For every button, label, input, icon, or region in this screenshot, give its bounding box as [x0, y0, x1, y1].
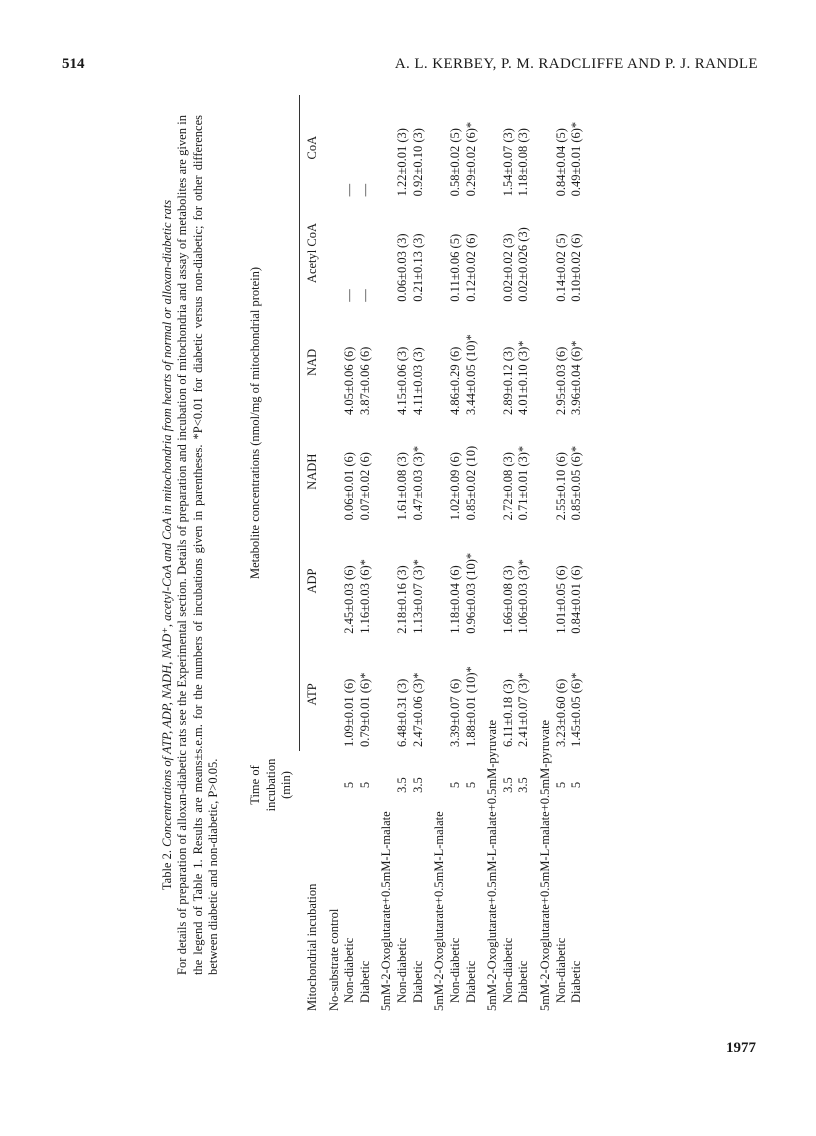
- page-number: 514: [62, 56, 85, 72]
- table-cell: 3.23±0.60 (6): [553, 678, 568, 747]
- row-label: Diabetic: [357, 960, 372, 1003]
- footer-number: 1977: [726, 1040, 756, 1056]
- table-cell: 3.96±0.04 (6)*: [569, 340, 584, 416]
- row-time: 5: [342, 781, 357, 789]
- group-label: 5mM-2-Oxoglutarate+0.5mM-L-malate: [432, 811, 447, 1011]
- table-cell: 0.92±0.10 (3): [410, 128, 425, 197]
- table-row: [342, 95, 358, 1015]
- table-group-row: [321, 95, 343, 1015]
- row-time: 3.5: [516, 777, 531, 793]
- metabolite-table: [248, 95, 585, 1015]
- table-cell: 0.84±0.04 (5): [553, 128, 568, 197]
- row-label: Non-diabetic: [395, 937, 409, 1003]
- table-cell: 0.07±0.02 (6): [357, 452, 372, 521]
- header-coa: CoA: [304, 135, 319, 160]
- table-cell: 3.87±0.06 (6): [357, 346, 372, 416]
- table-row: [464, 95, 480, 1015]
- table-cell: 0.58±0.02 (5): [447, 128, 462, 197]
- table-group-row: [373, 95, 395, 1015]
- table-cell: 4.01±0.10 (3)*: [516, 340, 531, 416]
- table-cell: 0.49±0.01 (6)*: [569, 121, 584, 197]
- table-cell: 0.85±0.05 (6)*: [569, 445, 584, 521]
- row-time: 5: [463, 781, 478, 789]
- table-cell: 4.15±0.06 (3): [395, 346, 409, 416]
- group-label: 5mM-2-Oxoglutarate+0.5mM-L-malate: [379, 811, 394, 1011]
- table-cell: 0.11±0.06 (5): [447, 233, 462, 302]
- table-cell: 0.12±0.02 (6): [463, 233, 478, 302]
- row-label: Diabetic: [569, 960, 584, 1003]
- table-cell: 4.86±0.29 (6): [447, 346, 462, 416]
- row-time: 5: [553, 781, 568, 789]
- table-cell: 3.39±0.07 (6): [447, 678, 462, 747]
- table-cell: 1.61±0.08 (3): [395, 452, 409, 521]
- table-cell: 0.06±0.03 (3): [395, 233, 409, 302]
- table-cell: 0.79±0.01 (6)*: [357, 672, 372, 747]
- row-time: 3.5: [500, 777, 515, 793]
- row-label: Non-diabetic: [447, 937, 462, 1003]
- header-nadh: NADH: [304, 453, 319, 490]
- table-row: [554, 95, 570, 1015]
- row-time: 3.5: [395, 777, 409, 793]
- table-cell: 2.55±0.10 (6): [553, 452, 568, 521]
- table-group-row: [532, 95, 554, 1015]
- table-cell: 0.85±0.02 (10): [463, 445, 478, 521]
- table-cell: 2.95±0.03 (6): [553, 346, 568, 416]
- table-cell: 2.18±0.16 (3): [395, 565, 409, 634]
- header-incubation: [248, 819, 295, 1015]
- row-time: 3.5: [410, 777, 425, 793]
- header-brace-rule: [299, 95, 300, 751]
- table-cell: 0.06±0.01 (6): [342, 452, 357, 521]
- table-cell: 6.11±0.18 (3): [500, 679, 515, 747]
- table-body: [321, 95, 585, 1015]
- table-cell: 1.66±0.08 (3): [500, 565, 515, 634]
- group-label: 5mM-2-Oxoglutarate+0.5mM-L-malate+0.5mM-pyruvate: [485, 719, 500, 1011]
- table-cell: 1.13±0.07 (3)*: [410, 559, 425, 634]
- table-cell: —: [342, 289, 357, 302]
- table-cell: 1.02±0.09 (6): [447, 452, 462, 521]
- table-cell: 2.47±0.06 (3)*: [410, 672, 425, 747]
- table-row: [448, 95, 464, 1015]
- row-time: 5: [357, 781, 372, 789]
- table-cell: 1.88±0.01 (10)*: [463, 666, 478, 747]
- table-row: [516, 95, 532, 1015]
- table-cell: —: [342, 183, 357, 197]
- table-cell: —: [357, 183, 372, 197]
- rotated-table-region: [160, 95, 760, 1015]
- header-nad: NAD: [304, 348, 319, 376]
- table-cell: 0.29±0.02 (6)*: [463, 121, 478, 197]
- header-atp: ATP: [304, 683, 319, 706]
- table-cell: 1.18±0.08 (3): [516, 128, 531, 197]
- table-cell: 1.45±0.05 (6)*: [569, 672, 584, 747]
- row-label: Non-diabetic: [500, 937, 515, 1003]
- table-cell: 0.96±0.03 (10)*: [463, 552, 478, 634]
- table-row: [411, 95, 427, 1015]
- table-cell: 4.11±0.03 (3): [410, 347, 425, 416]
- header-group: Metabolite concentrations (nmol/mg of mitochondrial protein): [248, 266, 262, 580]
- table-cell: 2.89±0.12 (3): [500, 346, 515, 416]
- row-time: 5: [569, 781, 584, 789]
- table-cell: 1.09±0.01 (6): [342, 678, 357, 747]
- table-cell: 1.18±0.04 (6): [447, 565, 462, 634]
- table-cell: 0.71±0.01 (3)*: [516, 445, 531, 521]
- table-cell: 6.48±0.31 (3): [395, 678, 409, 747]
- table-cell: 2.41±0.07 (3)*: [516, 672, 531, 747]
- header-adp: ADP: [304, 568, 319, 594]
- table-cell: 3.44±0.05 (10)*: [463, 334, 478, 416]
- table-block: [160, 95, 760, 1015]
- table-row: [501, 95, 517, 1015]
- table-cell: 1.54±0.07 (3): [500, 128, 515, 197]
- table-row: [358, 95, 374, 1015]
- table-cell: 0.02±0.02 (3): [500, 233, 515, 302]
- table-cell: 1.01±0.05 (6): [553, 565, 568, 634]
- table-cell: 2.45±0.03 (6): [342, 565, 357, 634]
- table-group-row: [479, 95, 501, 1015]
- caption-label: Table 2.: [160, 850, 174, 891]
- table-row: [395, 95, 411, 1015]
- row-label: Diabetic: [463, 960, 478, 1003]
- table-cell: 1.22±0.01 (3): [395, 128, 409, 197]
- table-cell: 0.21±0.13 (3): [410, 233, 425, 302]
- table-cell: —: [357, 289, 372, 302]
- row-label: Non-diabetic: [342, 937, 357, 1003]
- running-head: A. L. KERBEY, P. M. RADCLIFFE AND P. J. RANDLE: [394, 56, 758, 72]
- table-cell: 0.14±0.02 (5): [553, 233, 568, 302]
- table-cell: 0.10±0.02 (6): [569, 233, 584, 302]
- row-label: Diabetic: [516, 960, 531, 1003]
- table-caption: [160, 115, 221, 975]
- table-cell: 0.84±0.01 (6): [569, 565, 584, 634]
- table-cell: 1.16±0.03 (6)*: [357, 559, 372, 634]
- row-time: 5: [447, 781, 462, 789]
- row-label: Non-diabetic: [553, 937, 568, 1003]
- table-cell: 0.02±0.026 (3): [516, 227, 531, 302]
- caption-body: For details of preparation of alloxan-diabetic rats see the Experimental section. Details of preparation and incubation of mitochondria and assay of metabolites are given in the legend of Table 1. Results are means±s.e.m. for the numbers of incubations given in parentheses. *P<0.01 for diabetic versus non-diabetic; for other differences between diabetic and non-diabetic, P>0.05.: [175, 115, 220, 975]
- table-cell: 1.06±0.03 (3)*: [516, 559, 531, 634]
- caption-title-line: [160, 115, 175, 975]
- table-cell: 0.47±0.03 (3)*: [410, 445, 425, 521]
- table-cell: 4.05±0.06 (6): [342, 346, 357, 416]
- table-group-row: [426, 95, 448, 1015]
- header-incubation-label: Mitochondrial incubation: [304, 883, 319, 1011]
- row-label: Diabetic: [410, 960, 425, 1003]
- table-cell: 2.72±0.08 (3): [500, 452, 515, 521]
- group-label: 5mM-2-Oxoglutarate+0.5mM-L-malate+0.5mM-pyruvate: [538, 719, 552, 1011]
- group-label: No-substrate control: [326, 908, 341, 1011]
- header-acetyl-coa: Acetyl CoA: [304, 223, 319, 284]
- header-time: Time of incubation (min): [248, 758, 294, 812]
- caption-title: Concentrations of ATP, ADP, NADH, NAD⁺, acetyl-CoA and CoA in mitochondria from hearts of normal or alloxan-diabetic rats: [160, 199, 174, 847]
- table-row: [569, 95, 585, 1015]
